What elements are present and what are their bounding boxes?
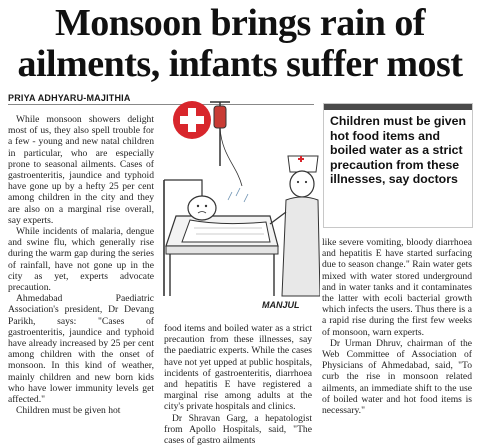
iv-drip-icon (210, 102, 242, 186)
article-column-3 (322, 237, 472, 416)
paragraph: While incidents of malaria, dengue and swine flu, which generally rise during the warm gap during the series of rainfall, have not gone up in the city as yet, experts advocate precaution. (8, 226, 154, 294)
paragraph: Ahmedabad Paediatric Association's president, Dr Devang Parikh, says: "Cases of gastroenteritis, jaundice and typhoid have already increased by 25 per cent among children with the onset of monsoon. In this kind of weather, mainly children and new born kids who have lower immunity levels get affected." (8, 293, 154, 406)
paragraph: food items and boiled water as a strict precaution from these illnesses, say the paediatric experts. While the cases have not yet upped at public hospitals, incidents of gastroenteritis, diarrhoea and hepatitis E have registered a marginal rise among adults at the city's private hospitals and clinics. (164, 323, 312, 413)
paragraph: Dr Shravan Garg, a hepatologist from Apollo Hospitals, said, "The cases of gastro ailments (164, 412, 312, 446)
paragraph: Children must be given hot (16, 405, 121, 417)
pull-quote: Children must be given hot food items and boiled water as a strict precaution from these illnesses, say doctors (330, 114, 466, 187)
headline-line-1: Monsoon brings rain of (54, 2, 426, 44)
article-column-2 (164, 323, 312, 446)
wall-cross-sign (173, 101, 211, 139)
paragraph: like severe vomiting, bloody diarrhoea and hepatitis E have started surfacing due to season change." Rain water gets mixed with water stored underground and in water tanks and it contaminates the latter with ecoli bacterial growth which infects the users. Thus there is a a rapid rise during the first few weeks of monsoon, warn experts. (322, 237, 472, 338)
pull-quote-bar (324, 104, 472, 110)
headline-line-2: ailments, infants suffer most (17, 43, 463, 85)
cartoon-illustration (162, 96, 320, 316)
cartoon-credit: MANJUL (262, 300, 300, 310)
byline: PRIYA ADHYARU-MAJITHIA (8, 93, 131, 103)
pull-quote-box (323, 103, 473, 228)
weather-rain-lines (228, 188, 248, 202)
paragraph: Dr Urman Dhruv, chairman of the Web Committee of Association of Physicians of Ahmedabad, said, "To curb the rise in monsoon related ailments, an immediate shift to the use of boiled water and hot food items is necessary." (322, 337, 472, 417)
article-column-1 (8, 114, 154, 416)
nurse-figure (270, 156, 320, 296)
paragraph: While monsoon showers delight most of us, they also spell trouble for a few - young and new natal children in particular, who are especially prone to seasonal ailments. Cases of gastroenteritis, jaundice and typhoid have gone up by a hefty 25 per cent among children in the city and they are also on a marginal rise overall, say experts. (8, 114, 154, 226)
